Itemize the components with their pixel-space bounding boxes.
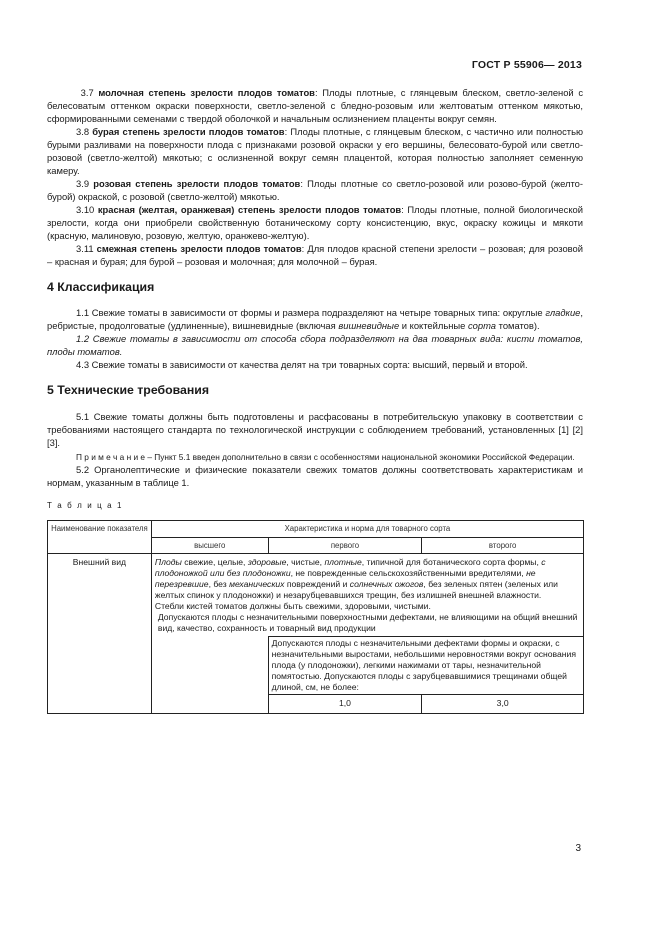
clause-3-10-text: : Плоды плотные, полной биологической зрелости, когда они приобрели свойственную ботаническому сорту консистенцию, вкус, окраску кожицы и мякоти (красную, малиновую, розовую, желтую, оранжево-желтую). <box>47 204 583 241</box>
table-header-row <box>48 521 584 538</box>
page-number: 3 <box>575 843 581 854</box>
table-1 <box>47 520 584 714</box>
header-grade-first: первого <box>268 538 422 554</box>
section-4-title: 4 Классификация <box>47 280 155 294</box>
value-second-grade: 3,0 <box>422 695 584 714</box>
clause-3-10-number: 3.10 <box>76 204 98 215</box>
cell-appearance-lower-grades: Допускаются плоды с незначительными дефектами формы и окраски, с незначительными выростами, небольшими неровностями вокруг основания плода (у плодоножки), легкими нажимами от тары, незначительной помятостью. Допускаются плоды с зарубцевавшимися трещинами общей длиной, см, не более: <box>268 637 583 695</box>
appearance-description: Плоды свежие, целые, здоровые, чистые, плотные, типичной для ботанического сорта формы, с плодоножкой или без плодоножки, не поврежденные сельскохозяйственными вредителями, не перезревшие, без механических повреждений и солнечных ожогов, без зеленых пятен (зеленых или желтых спинок у плодоножки) и незарубцевавшихся трещин, без излишней внешней влажности. <box>154 557 558 600</box>
clause-3-7-term: молочная степень зрелости плодов томатов <box>98 87 315 98</box>
clause-4-1: 1.1 Свежие томаты в зависимости от формы и размера подразделяют на четыре товарных типа: округлые гладкие, ребристые, продолговатые (удлиненные), вишневидные (включая вишневидные и коктейльные сорта томатов). <box>47 307 583 331</box>
note-text: – Пункт 5.1 введен дополнительно в связи с особенностями национальной экономики Российской Федерации. <box>145 452 575 462</box>
table-row <box>48 554 584 637</box>
clause-3-8 <box>47 125 583 177</box>
clause-3-9 <box>47 177 583 203</box>
clause-3-10 <box>47 203 583 242</box>
header-grade-highest: высшего <box>151 538 268 554</box>
header-indicator-name: Наименование показателя <box>48 521 152 554</box>
clause-3-8-number: 3.8 <box>76 126 93 137</box>
cell-appearance-common <box>151 554 583 637</box>
clause-3-11-text: : Для плодов красной степени зрелости – розовая; для розовой – красная и бурая; для бурой – розовая и молочная; для молочной – бурая. <box>47 243 583 267</box>
clause-3-11 <box>47 242 583 268</box>
clause-4-2: 1.2 Свежие томаты в зависимости от способа сбора подразделяют на два товарных вида: кисти томатов, плоды томатов. <box>47 333 583 357</box>
clause-3-9-text: : Плоды плотные со светло-розовой или розово-бурой (желто-бурой) окраской, с розовой (светло-желтой) мякотью. <box>47 178 583 202</box>
clause-3-11-term: смежная степень зрелости плодов томатов <box>96 243 302 254</box>
section-5-title: 5 Технические требования <box>47 383 209 397</box>
clause-3-7 <box>47 86 583 125</box>
note-5-1 <box>47 452 583 463</box>
clause-3-9-term: розовая степень зрелости плодов томатов <box>93 178 301 189</box>
row-indicator-appearance: Внешний вид <box>48 554 152 714</box>
table-caption: Т а б л и ц а 1 <box>47 501 124 510</box>
value-first-grade: 1,0 <box>268 695 422 714</box>
clause-3-9-number: 3.9 <box>76 178 94 189</box>
clause-4-3: 4.3 Свежие томаты в зависимости от качества делят на три товарных сорта: высший, первый и второй. <box>76 359 528 370</box>
page-content <box>47 86 584 714</box>
note-label: П р и м е ч а н и е <box>76 452 146 462</box>
clause-5-1: 5.1 Свежие томаты должны быть подготовлены и расфасованы в потребительскую упаковку в соответствии с требованиями настоящего стандарта по технологической инструкции с соблюдением требований, установленных [1] [2][3]. <box>47 411 583 448</box>
clause-3-11-number: 3.11 <box>76 243 97 254</box>
standard-header: ГОСТ Р 55906— 2013 <box>471 59 582 71</box>
clause-3-7-text: : Плоды плотные, с глянцевым блеском, светло-зеленой с белесоватым оттенком окраски поверхности, светло-зеленой с бледно-розовым или желтоватым оттенком мякотью, сформированными семенами с твердой оболочкой и начальным ослизнением плаценты вокруг семян. <box>47 87 584 124</box>
clause-3-10-term: красная (желтая, оранжевая) степень зрелости плодов томатов <box>97 204 402 215</box>
clause-3-8-term: бурая степень зрелости плодов томатов <box>92 126 285 137</box>
header-characteristic-group: Характеристика и норма для товарного сорта <box>151 521 583 538</box>
header-grade-second: второго <box>422 538 584 554</box>
clause-3-8-text: : Плоды плотные, с глянцевым блеском, с частично или полностью бурыми разливами на поверхности плода с признаками розовой окраски у его вершины, белесовато-бурой или светло-розовой (светло-желтой) мякотью; с ослизненной вокруг семян плацентой, которая полностью заполняет семенную камеру. <box>47 126 584 176</box>
clause-5-2: 5.2 Органолептические и физические показатели свежих томатов должны соответствовать характеристикам и нормам, указанным в таблице 1. <box>47 464 583 488</box>
appearance-defects-allowed: Допускаются плоды с незначительными поверхностными дефектами, не влияющими на общий внешний вид, качество, сохранность и товарный вид продукции <box>157 612 578 633</box>
appearance-stems: Стебли кистей томатов должны быть свежими, здоровыми, чистыми. <box>154 601 431 611</box>
clause-3-7-number: 3.7 <box>80 87 99 98</box>
